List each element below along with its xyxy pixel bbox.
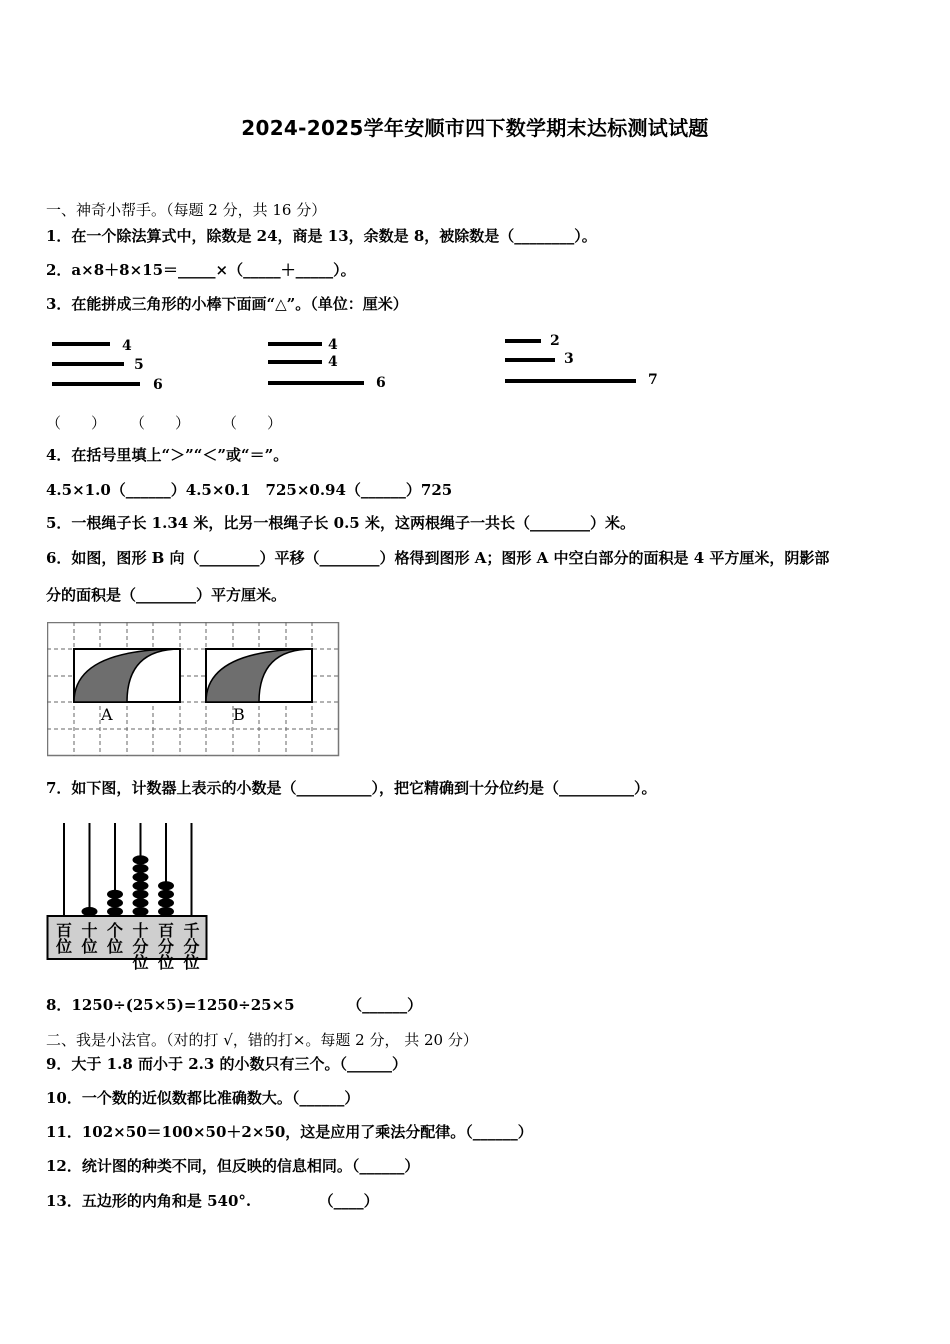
abacus-bead [107, 890, 123, 899]
question-11: 11．102×50＝100×50＋2×50，这是应用了乘法分配律。（______） [46, 1123, 533, 1141]
abacus-bead [158, 907, 174, 916]
stick [505, 358, 555, 362]
stick-length-label: 2 [550, 333, 560, 349]
stick-length-label: 4 [328, 337, 338, 353]
question-6-line2: 分的面积是（________）平方厘米。 [46, 586, 287, 604]
abacus-bead [133, 873, 149, 882]
abacus-bead [133, 881, 149, 890]
question-2: 2．a×8＋8×15＝_____×（_____＋_____）。 [46, 261, 356, 279]
question-12: 12．统计图的种类不同，但反映的信息相同。（______） [46, 1157, 420, 1175]
stick-length-label: 4 [328, 354, 338, 370]
question-13: 13．五边形的内角和是 540°. （____） [46, 1192, 379, 1210]
stick-length-label: 6 [153, 377, 163, 393]
abacus-bead [158, 881, 174, 890]
stick [505, 339, 541, 343]
stick-length-label: 7 [648, 372, 658, 388]
abacus-figure [46, 820, 211, 978]
figure-a-label: A [101, 705, 113, 724]
stick [505, 379, 636, 383]
abacus-place-label: 千分位 [183, 921, 200, 972]
stick-length-label: 5 [134, 357, 144, 373]
abacus-place-label: 百位 [55, 921, 73, 956]
abacus-bead [82, 907, 98, 916]
abacus-bead [158, 898, 174, 907]
figure-a [74, 649, 180, 702]
stick [52, 362, 124, 366]
question-1: 1．在一个除法算式中，除数是 24，商是 13，余数是 8，被除数是（________）。 [46, 227, 597, 245]
stick-length-label: 4 [122, 338, 132, 354]
question-3: 3．在能拼成三角形的小棒下面画“△”。（单位：厘米） [46, 295, 408, 313]
figure-b [206, 649, 312, 702]
abacus-bead [158, 890, 174, 899]
question-6-line1: 6．如图，图形 B 向（________）平移（________）格得到图形 A；图形 A 中空白部分的面积是 4 平方厘米，阴影部 [46, 549, 830, 567]
abacus-place-label: 十位 [81, 921, 98, 956]
question-4: 4．在括号里填上“＞”“＜”或“＝”。 [46, 446, 289, 464]
stick-length-label: 6 [376, 375, 386, 391]
stick [268, 381, 364, 385]
abacus-place-label: 百分位 [157, 921, 175, 972]
stick [52, 382, 140, 386]
section2-heading: 二、我是小法官。（对的打 √，错的打×。每题 2 分， 共 20 分） [46, 1031, 478, 1049]
stick [268, 342, 322, 346]
question-5: 5．一根绳子长 1.34 米，比另一根绳子长 0.5 米，这两根绳子一共长（________）米。 [46, 514, 635, 532]
abacus-bead [107, 898, 123, 907]
stick [268, 360, 322, 364]
answer-paren-1: （ ） [46, 414, 107, 432]
question-7: 7．如下图，计数器上表示的小数是（__________），把它精确到十分位约是（__________）。 [46, 779, 657, 797]
answer-paren-2: （ ） [130, 414, 191, 432]
page-title: 2024-2025学年安顺市四下数学期末达标测试试题 [241, 116, 709, 140]
abacus-place-label: 十分位 [132, 921, 149, 972]
answer-paren-3: （ ） [222, 414, 283, 432]
figure-b-label: B [233, 705, 245, 724]
question-8: 8．1250÷(25×5)=1250÷25×5 （______） [46, 996, 423, 1014]
abacus-bead [133, 898, 149, 907]
section1-heading: 一、神奇小帮手。（每题 2 分，共 16 分） [46, 201, 327, 219]
abacus-bead [107, 907, 123, 916]
question-9: 9．大于 1.8 而小于 2.3 的小数只有三个。（______） [46, 1055, 408, 1073]
abacus-bead [133, 864, 149, 873]
stick [52, 342, 110, 346]
translation-grid-figure [47, 622, 340, 757]
abacus-bead [133, 907, 149, 916]
abacus-bead [133, 855, 149, 864]
stick-length-label: 3 [564, 351, 574, 367]
abacus-place-label: 个位 [106, 921, 124, 956]
abacus-bead [133, 890, 149, 899]
question-4-items: 4.5×1.0（______）4.5×0.1 725×0.94（______）725 [46, 481, 453, 499]
question-10: 10．一个数的近似数都比准确数大。（______） [46, 1089, 360, 1107]
